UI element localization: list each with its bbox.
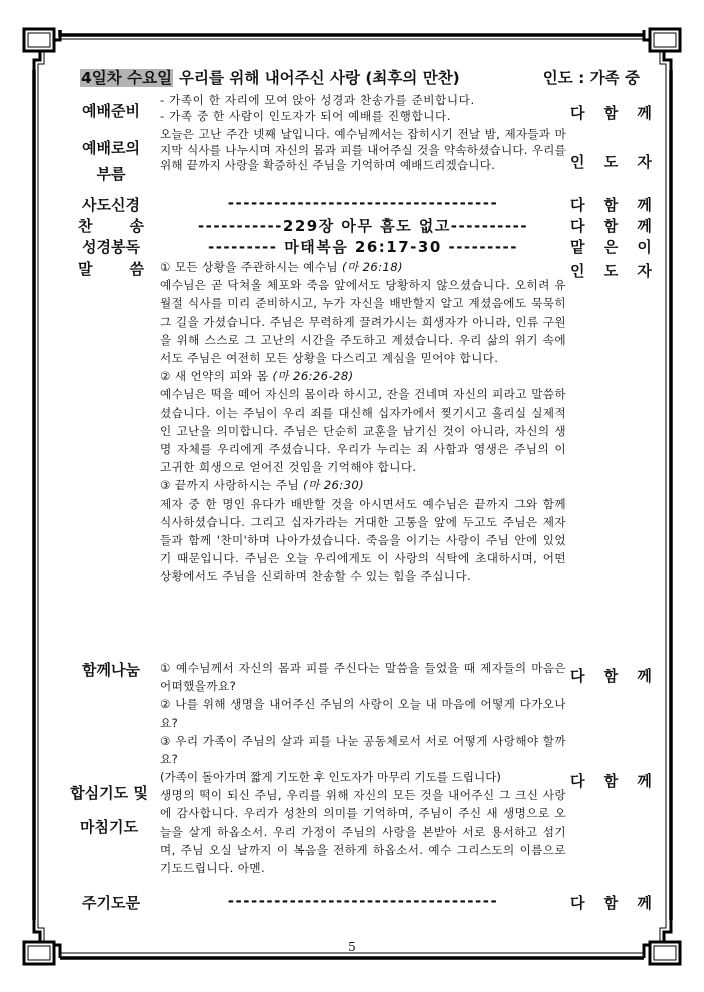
section-sermon — [70, 258, 670, 658]
day-badge: 4일차 수요일 — [81, 69, 173, 87]
role-label: 다 함 께 — [570, 196, 659, 214]
section-sharing — [70, 659, 670, 769]
page-header — [80, 66, 640, 88]
instruction-line: - 가족이 한 자리에 모여 앉아 성경과 찬송가를 준비합니다. — [160, 93, 475, 107]
label-char: 송 — [129, 217, 144, 235]
role-label: 다 함 께 — [570, 894, 659, 912]
label-line: 부름 — [96, 165, 126, 183]
role-label: 인 도 자 — [570, 153, 659, 171]
dash-leader: ----------------------------------- — [227, 194, 499, 212]
point-title: ③ 끝까지 사랑하시는 주님 — [160, 478, 300, 493]
dash-leader: ----------------------------------- — [227, 892, 499, 910]
section-hymn — [70, 215, 670, 237]
label-line: 예배로의 — [82, 139, 140, 157]
section-body — [160, 92, 566, 124]
leader-note: 인도 : 가족 중 — [542, 69, 640, 87]
section-call-to-worship — [70, 127, 670, 191]
point-title: ① 모든 상황을 주관하시는 예수님 — [160, 260, 338, 274]
question: ① 예수님께서 자신의 몸과 피를 주신다는 말씀을 들었을 때 제자들의 마음은 어떠했을까요? — [160, 661, 566, 694]
question: ② 나를 위해 생명을 내어주신 주님의 사랑이 오늘 내 마음에 어떻게 다가오나요? — [160, 697, 566, 730]
section-label: 성경봉독 — [82, 238, 140, 256]
section-label: 주기도문 — [82, 894, 140, 912]
label-char: 말 — [78, 260, 93, 278]
prayer-body — [160, 768, 566, 877]
section-preparation — [70, 92, 670, 128]
sermon-point-heading — [160, 367, 566, 385]
section-lords-prayer — [70, 892, 670, 914]
label-char: 찬 — [78, 217, 93, 235]
section-label: 예배준비 — [82, 102, 140, 120]
sermon-point-text: 제자 중 한 명인 유다가 배반할 것을 아시면서도 예수님은 끝까지 그와 함께 식사하셨습니다. 그리고 십자가라는 거대한 고통을 앞에 두고도 주님은 제자들과 함께 '찬미'하며 나아가셨습니다. 죽음을 이기는 사랑이 주님 안에 있었기 때문입니다. 주님은 오늘 우리에게도 이 사랑의 식탁에 초대하시며, 어떤 상황에서도 주님을 신뢰하며 찬송할 수 있는 힘을 주십니다. — [160, 496, 566, 584]
section-label — [70, 135, 152, 187]
label-line: 합심기도 및 — [70, 784, 148, 802]
label-line: 마침기도 — [80, 818, 138, 836]
section-scripture — [70, 236, 670, 258]
role-label: 다 함 께 — [570, 104, 659, 122]
sermon-point-text: 예수님은 곧 닥쳐올 체포와 죽음 앞에서도 당황하지 않으셨습니다. 오히려 유월절 식사를 미리 준비하시고, 누가 자신을 배반할지 알고 계셨음에도 묵묵히 그 길을 가셨습니다. 주님은 무력하게 끌려가시는 희생자가 아니라, 인류 구원을 위해 스스로 그 고난의 시간을 주도하고 계셨습니다. 우리 삶의 위기 속에서도 주님은 여전히 모든 상황을 다스리고 계심을 믿어야 합니다. — [160, 278, 566, 366]
role-label: 다 함 께 — [570, 217, 659, 235]
hymn-line: -----------229장 아무 흠도 없고---------- — [197, 217, 529, 235]
scripture-ref: (마 26:30) — [303, 478, 365, 493]
section-creed — [70, 194, 670, 216]
role-label: 다 함 께 — [570, 667, 659, 685]
page-title: 우리를 위해 내어주신 사랑 (최후의 만찬) — [179, 69, 460, 87]
section-label — [70, 215, 152, 236]
sermon-point-text: 예수님은 떡을 떼어 자신의 몸이라 하시고, 잔을 건네며 자신의 피라고 말씀하셨습니다. 이는 주님이 우리 죄를 대신해 십자가에서 찢기시고 흘리실 실제적인 고난을 의미합니다. 주님은 단순히 교훈을 남기신 것이 아니라, 자신의 생명 자체를 우리에게 주셨습니다. 우리가 누리는 죄 사함과 영생은 주님의 이 고귀한 희생으로 얻어진 것임을 기억해야 합니다. — [160, 387, 566, 475]
label-char: 씀 — [129, 260, 144, 278]
role-label: 맡 은 이 — [570, 238, 659, 256]
scripture-line: --------- 마태복음 26:17-30 --------- — [207, 238, 519, 256]
section-label: 사도신경 — [82, 196, 140, 214]
sharing-questions — [160, 659, 566, 768]
question: ③ 우리 가족이 주님의 살과 피를 나눈 공동체로서 서로 어떻게 사랑해야 할까요? — [160, 733, 566, 767]
sermon-body — [160, 258, 566, 586]
section-label — [70, 258, 152, 279]
section-prayer — [70, 768, 670, 898]
instruction-line: - 가족 중 한 사람이 인도자가 되어 예배를 진행합니다. — [160, 109, 452, 123]
prayer-text: 생명의 떡이 되신 주님, 우리를 위해 자신의 모든 것을 내어주신 그 크신 사랑에 감사합니다. 우리가 성찬의 의미를 기억하며, 주님이 주신 새 생명으로 오늘을 살게 하옵소서. 우리 가정이 주님의 사랑을 본받아 서로 용서하고 섬기며, 주님 오실 날까지 이 복음을 전하게 하옵소서. 예수 그리스도의 이름으로 기도드립니다. 아멘. — [160, 788, 566, 876]
role-label: 인 도 자 — [570, 262, 659, 280]
section-body: 오늘은 고난 주간 넷째 날입니다. 예수님께서는 잡히시기 전날 밤, 제자들과 마지막 식사를 나누시며 자신의 몸과 피를 내어주실 것을 약속하셨습니다. 우리를 위해 끝까지 사랑을 확증하신 주님을 기억하며 예배드리겠습니다. — [160, 127, 566, 173]
section-label — [66, 776, 152, 844]
scripture-ref: (마 26:26-28) — [272, 369, 354, 384]
prayer-instruction: (가족이 돌아가며 짧게 기도한 후 인도자가 마무리 기도를 드립니다) — [160, 770, 501, 784]
scripture-ref: (마 26:18) — [342, 260, 403, 274]
sermon-point-heading — [160, 258, 566, 276]
role-label: 다 함 께 — [570, 772, 659, 790]
sermon-point-heading — [160, 476, 566, 494]
point-title: ② 새 언약의 피와 몸 — [160, 369, 269, 384]
section-label: 함께나눔 — [82, 661, 140, 679]
page-number: 5 — [348, 940, 356, 954]
